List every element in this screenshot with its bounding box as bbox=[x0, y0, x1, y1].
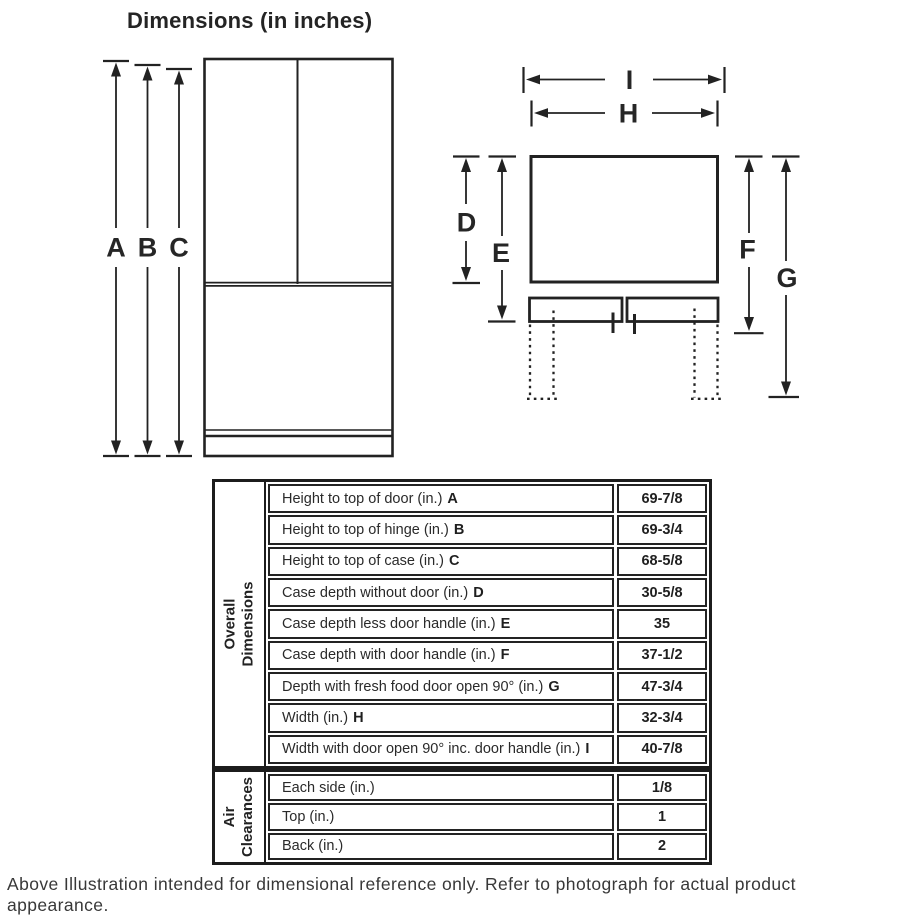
spec-label-cell bbox=[268, 803, 614, 830]
disclaimer-text: Above Illustration intended for dimensional reference only. Refer to photograph for actual product appearance. bbox=[7, 874, 796, 915]
spec-value: 69-3/4 bbox=[617, 515, 707, 544]
spec-letter: H bbox=[353, 709, 364, 726]
spec-label-cell bbox=[268, 641, 614, 670]
arrowhead-down bbox=[111, 441, 121, 455]
dim-arrow-f bbox=[734, 157, 764, 334]
spec-letter: B bbox=[453, 521, 465, 538]
spec-label-cell bbox=[268, 578, 614, 607]
spec-label: Width (in.) bbox=[282, 709, 349, 726]
table-row bbox=[268, 774, 707, 801]
spec-value: 1/8 bbox=[617, 774, 707, 801]
overall-dimensions-section bbox=[212, 479, 712, 769]
dim-arrow-b bbox=[135, 65, 161, 456]
spec-label: Height to top of door (in.) bbox=[282, 490, 443, 507]
dim-arrow-i bbox=[524, 65, 725, 95]
arrowhead-down bbox=[497, 306, 507, 320]
spec-label: Height to top of hinge (in.) bbox=[282, 521, 449, 538]
dim-label-h: H bbox=[618, 98, 639, 129]
spec-label-cell bbox=[268, 609, 614, 638]
spec-letter: F bbox=[500, 647, 510, 664]
table-row bbox=[268, 672, 707, 701]
dim-label-f: F bbox=[739, 234, 756, 265]
table-row bbox=[268, 803, 707, 830]
arrowhead-down bbox=[461, 267, 471, 281]
arrowhead-down bbox=[744, 317, 754, 331]
group-label-line: Air bbox=[221, 806, 239, 828]
spec-label: Case depth with door handle (in.) bbox=[282, 647, 496, 664]
arrowhead-right bbox=[708, 75, 722, 85]
table-row bbox=[268, 515, 707, 544]
table-row bbox=[268, 547, 707, 576]
table-row bbox=[268, 609, 707, 638]
dim-label-e: E bbox=[491, 238, 511, 268]
spec-label-cell bbox=[268, 703, 614, 732]
air-clearances-section bbox=[212, 769, 712, 865]
right-door-top-view bbox=[627, 298, 718, 322]
table-row bbox=[268, 578, 707, 607]
spec-label-cell bbox=[268, 774, 614, 801]
air-rows bbox=[266, 772, 709, 862]
spec-label: Back (in.) bbox=[282, 838, 344, 855]
spec-label: Depth with fresh food door open 90° (in.) bbox=[282, 678, 544, 695]
dim-label-g: G bbox=[776, 263, 798, 293]
spec-value: 2 bbox=[617, 833, 707, 860]
spec-label-cell bbox=[268, 672, 614, 701]
spec-value: 32-3/4 bbox=[617, 703, 707, 732]
left-door-top-view bbox=[530, 298, 623, 322]
group-label-line: Clearances bbox=[239, 776, 257, 858]
spec-label: Height to top of case (in.) bbox=[282, 553, 444, 570]
table-row bbox=[268, 735, 707, 764]
spec-label-cell bbox=[268, 547, 614, 576]
dim-arrow-a bbox=[103, 61, 129, 456]
group-label-overall-dimensions bbox=[215, 482, 266, 766]
spec-letter: D bbox=[473, 584, 484, 601]
spec-label-cell bbox=[268, 515, 614, 544]
dim-label-b: B bbox=[137, 232, 158, 263]
fridge-top-outline bbox=[530, 157, 719, 335]
dim-arrow-h bbox=[532, 99, 718, 129]
spec-value: 69-7/8 bbox=[617, 484, 707, 513]
dim-arrow-c bbox=[166, 69, 192, 456]
spec-label-cell bbox=[268, 735, 614, 764]
group-label-air-clearances bbox=[215, 772, 266, 862]
spec-value: 30-5/8 bbox=[617, 578, 707, 607]
spec-value: 35 bbox=[617, 609, 707, 638]
table-row bbox=[268, 641, 707, 670]
spec-value: 68-5/8 bbox=[617, 547, 707, 576]
table-row bbox=[268, 484, 707, 513]
fridge-front-outline bbox=[205, 59, 393, 456]
spec-label: Case depth less door handle (in.) bbox=[282, 615, 496, 632]
spec-value: 37-1/2 bbox=[617, 641, 707, 670]
dim-label-c: C bbox=[169, 232, 189, 263]
dim-label-a: A bbox=[106, 232, 126, 263]
table-row bbox=[268, 833, 707, 860]
dim-label-d: D bbox=[456, 207, 477, 238]
spec-label: Width with door open 90° inc. door handle (in.) bbox=[282, 741, 581, 758]
arrowhead-down bbox=[781, 382, 791, 396]
table-row bbox=[268, 703, 707, 732]
spec-letter: G bbox=[548, 678, 560, 695]
fridge-top-view-diagram bbox=[440, 55, 820, 415]
dim-label-i: I bbox=[625, 65, 634, 95]
spec-label: Each side (in.) bbox=[282, 779, 375, 796]
spec-letter: I bbox=[585, 741, 590, 758]
group-label-line: Overall bbox=[221, 598, 239, 650]
spec-value: 47-3/4 bbox=[617, 672, 707, 701]
spec-label: Top (in.) bbox=[282, 808, 335, 825]
spec-letter: C bbox=[449, 553, 460, 570]
spec-label: Case depth without door (in.) bbox=[282, 584, 469, 601]
arrowhead-right bbox=[701, 108, 715, 118]
spec-letter: A bbox=[447, 490, 458, 507]
page-title: Dimensions (in inches) bbox=[127, 8, 373, 33]
dim-arrow-d bbox=[453, 157, 481, 284]
arrowhead-down bbox=[174, 441, 184, 455]
fridge-front-view-diagram bbox=[90, 45, 410, 470]
dim-arrow-e bbox=[488, 157, 516, 322]
overall-rows bbox=[266, 482, 709, 766]
group-label-line: Dimensions bbox=[239, 581, 257, 667]
dim-arrow-g bbox=[769, 157, 800, 398]
spec-value: 40-7/8 bbox=[617, 735, 707, 764]
spec-label-cell bbox=[268, 833, 614, 860]
spec-label-cell bbox=[268, 484, 614, 513]
spec-letter: E bbox=[500, 615, 511, 632]
case-top-view bbox=[531, 157, 718, 283]
spec-value: 1 bbox=[617, 803, 707, 830]
arrowhead-down bbox=[143, 441, 153, 455]
